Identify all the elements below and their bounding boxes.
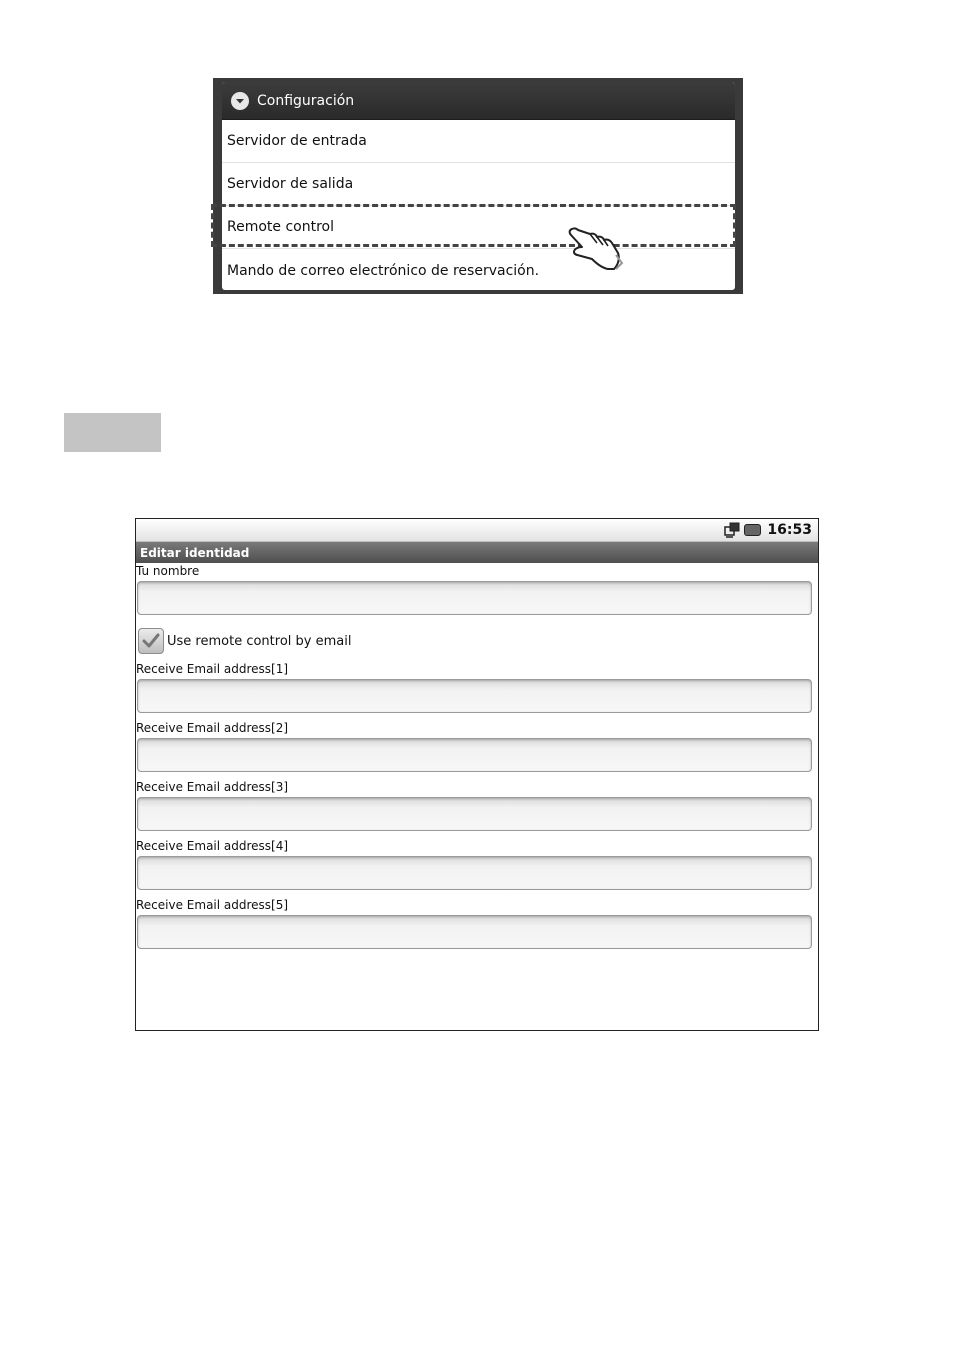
email-field-group-1 [136, 662, 818, 713]
menu-item-incoming-server[interactable] [222, 120, 735, 163]
email-field-group-5 [136, 898, 818, 949]
email-field-group-3 [136, 780, 818, 831]
remote-control-option[interactable] [136, 626, 818, 656]
settings-menu-header [222, 82, 735, 120]
menu-item-label: Servidor de salida [227, 176, 354, 192]
email-input-5[interactable] [137, 915, 812, 949]
email-label-1: Receive Email address[1] [136, 662, 289, 676]
remote-control-checkbox[interactable] [138, 628, 164, 654]
battery-icon [744, 524, 761, 536]
network-icon [724, 522, 740, 538]
pointing-hand-icon [566, 225, 624, 271]
name-input[interactable] [137, 581, 812, 615]
name-label: Tu nombre [136, 564, 200, 578]
email-field-group-2 [136, 721, 818, 772]
menu-item-outgoing-server[interactable] [222, 163, 735, 206]
status-time: 16:53 [767, 522, 812, 538]
email-field-group-4 [136, 839, 818, 890]
email-input-4[interactable] [137, 856, 812, 890]
check-icon [141, 631, 161, 651]
page-title: Editar identidad [136, 542, 818, 563]
settings-menu-title: Configuración [257, 92, 355, 109]
email-label-4: Receive Email address[4] [136, 839, 289, 853]
remote-control-checkbox-label: Use remote control by email [167, 633, 352, 649]
menu-item-label: Mando de correo electrónico de reservación. [227, 262, 540, 279]
edit-identity-screen [135, 518, 819, 1031]
step-label-box [64, 413, 161, 452]
settings-menu-window [213, 78, 743, 294]
settings-menu [222, 82, 735, 290]
menu-item-label: Remote control [227, 219, 334, 235]
email-input-1[interactable] [137, 679, 812, 713]
email-label-2: Receive Email address[2] [136, 721, 289, 735]
email-input-2[interactable] [137, 738, 812, 772]
email-label-3: Receive Email address[3] [136, 780, 289, 794]
status-bar [136, 519, 818, 542]
email-input-3[interactable] [137, 797, 812, 831]
menu-item-remote-control[interactable] [222, 206, 735, 249]
menu-item-reservation-email[interactable] [222, 249, 735, 290]
menu-item-label: Servidor de entrada [227, 133, 367, 149]
chevron-down-circle-icon [231, 92, 249, 110]
email-label-5: Receive Email address[5] [136, 898, 289, 912]
